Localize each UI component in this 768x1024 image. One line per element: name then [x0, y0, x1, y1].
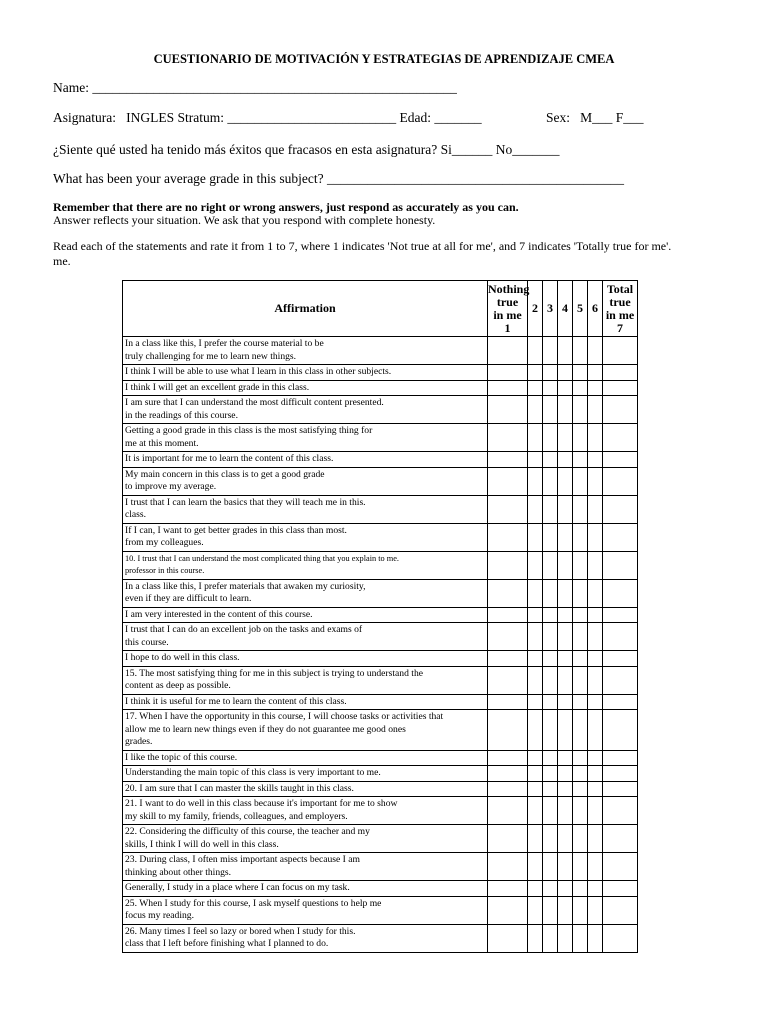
rating-cell-7[interactable]	[603, 797, 638, 825]
rating-cell-2[interactable]	[528, 424, 543, 452]
rating-cell-2[interactable]	[528, 396, 543, 424]
rating-cell-5[interactable]	[573, 924, 588, 952]
col-3-header: 3	[543, 281, 558, 337]
rating-cell-7[interactable]	[603, 710, 638, 751]
rating-cell-1[interactable]	[488, 710, 528, 751]
rating-cell-7[interactable]	[603, 766, 638, 782]
rating-cell-3[interactable]	[543, 651, 558, 667]
table-row	[123, 750, 638, 766]
rating-cell-5[interactable]	[573, 579, 588, 607]
rating-cell-4[interactable]	[558, 380, 573, 396]
rating-cell-4[interactable]	[558, 750, 573, 766]
statement-text: 20. I am sure that I can master the skills taught in this class.	[123, 781, 488, 797]
rating-cell-7[interactable]	[603, 380, 638, 396]
rating-cell-4[interactable]	[558, 523, 573, 551]
statement-text: I am sure that I can understand the most difficult content presented. in the readings of this course.	[123, 396, 488, 424]
rating-cell-2[interactable]	[528, 551, 543, 579]
rating-cell-3[interactable]	[543, 380, 558, 396]
rating-cell-1[interactable]	[488, 495, 528, 523]
rating-cell-4[interactable]	[558, 495, 573, 523]
rating-table	[122, 280, 638, 953]
rating-cell-5[interactable]	[573, 467, 588, 495]
rating-cell-6[interactable]	[588, 380, 603, 396]
table-row	[123, 766, 638, 782]
instructions-rating: Read each of the statements and rate it from 1 to 7, where 1 indicates 'Not true at all for me', and 7 indicates 'Totally true for me'.	[53, 239, 672, 253]
statement-text: 10. I trust that I can understand the most complicated thing that you explain to me. professor in this course.	[123, 551, 488, 579]
rating-cell-5[interactable]	[573, 797, 588, 825]
rating-cell-7[interactable]	[603, 551, 638, 579]
rating-cell-7[interactable]	[603, 896, 638, 924]
rating-cell-6[interactable]	[588, 452, 603, 468]
col-4-header: 4	[558, 281, 573, 337]
rating-cell-2[interactable]	[528, 797, 543, 825]
rating-cell-6[interactable]	[588, 551, 603, 579]
rating-cell-1[interactable]	[488, 797, 528, 825]
rating-cell-2[interactable]	[528, 896, 543, 924]
rating-cell-3[interactable]	[543, 607, 558, 623]
rating-cell-3[interactable]	[543, 523, 558, 551]
table-row	[123, 467, 638, 495]
rating-cell-3[interactable]	[543, 694, 558, 710]
rating-cell-2[interactable]	[528, 766, 543, 782]
table-row	[123, 710, 638, 751]
statement-text: I trust that I can learn the basics that they will teach me in this. class.	[123, 495, 488, 523]
statement-text: I trust that I can do an excellent job on the tasks and exams of this course.	[123, 623, 488, 651]
rating-cell-6[interactable]	[588, 750, 603, 766]
table-row	[123, 881, 638, 897]
rating-cell-6[interactable]	[588, 467, 603, 495]
rating-cell-3[interactable]	[543, 666, 558, 694]
rating-cell-4[interactable]	[558, 396, 573, 424]
rating-cell-1[interactable]	[488, 666, 528, 694]
rating-cell-7[interactable]	[603, 523, 638, 551]
table-row	[123, 495, 638, 523]
rating-cell-3[interactable]	[543, 337, 558, 365]
rating-cell-4[interactable]	[558, 651, 573, 667]
statement-text: Getting a good grade in this class is the most satisfying thing for me at this moment.	[123, 424, 488, 452]
rating-cell-3[interactable]	[543, 467, 558, 495]
rating-cell-1[interactable]	[488, 750, 528, 766]
rating-cell-1[interactable]	[488, 766, 528, 782]
rating-cell-4[interactable]	[558, 666, 573, 694]
table-row	[123, 896, 638, 924]
rating-cell-6[interactable]	[588, 797, 603, 825]
rating-cell-4[interactable]	[558, 337, 573, 365]
rating-cell-4[interactable]	[558, 924, 573, 952]
rating-cell-1[interactable]	[488, 424, 528, 452]
table-row	[123, 666, 638, 694]
statement-text: I think it is useful for me to learn the content of this class.	[123, 694, 488, 710]
rating-cell-3[interactable]	[543, 424, 558, 452]
table-row	[123, 694, 638, 710]
table-row	[123, 924, 638, 952]
table-row	[123, 781, 638, 797]
rating-cell-7[interactable]	[603, 825, 638, 853]
instructions-bold: Remember that there are no right or wrong answers, just respond as accurately as you can.	[53, 200, 519, 214]
rating-cell-6[interactable]	[588, 337, 603, 365]
rating-cell-1[interactable]	[488, 651, 528, 667]
rating-cell-2[interactable]	[528, 467, 543, 495]
average-grade-question[interactable]: What has been your average grade in this subject? ____________________________________________	[53, 171, 625, 186]
statement-text: 26. Many times I feel so lazy or bored when I study for this. class that I left before finishing what I planned to do.	[123, 924, 488, 952]
rating-cell-7[interactable]	[603, 651, 638, 667]
rating-cell-2[interactable]	[528, 523, 543, 551]
rating-cell-6[interactable]	[588, 651, 603, 667]
rating-cell-2[interactable]	[528, 452, 543, 468]
table-row	[123, 651, 638, 667]
rating-cell-5[interactable]	[573, 651, 588, 667]
rating-cell-7[interactable]	[603, 623, 638, 651]
rating-cell-5[interactable]	[573, 750, 588, 766]
rating-cell-2[interactable]	[528, 781, 543, 797]
table-row	[123, 579, 638, 607]
rating-cell-1[interactable]	[488, 579, 528, 607]
rating-cell-5[interactable]	[573, 666, 588, 694]
rating-cell-1[interactable]	[488, 623, 528, 651]
rating-cell-1[interactable]	[488, 896, 528, 924]
rating-cell-1[interactable]	[488, 607, 528, 623]
table-row	[123, 523, 638, 551]
statement-text: I am very interested in the content of this course.	[123, 607, 488, 623]
rating-cell-5[interactable]	[573, 853, 588, 881]
rating-cell-5[interactable]	[573, 495, 588, 523]
table-row	[123, 452, 638, 468]
rating-cell-5[interactable]	[573, 710, 588, 751]
rating-cell-1[interactable]	[488, 452, 528, 468]
rating-cell-3[interactable]	[543, 710, 558, 751]
rating-cell-5[interactable]	[573, 623, 588, 651]
rating-cell-1[interactable]	[488, 467, 528, 495]
rating-cell-6[interactable]	[588, 607, 603, 623]
rating-cell-1[interactable]	[488, 694, 528, 710]
rating-cell-4[interactable]	[558, 825, 573, 853]
rating-cell-5[interactable]	[573, 607, 588, 623]
rating-cell-5[interactable]	[573, 396, 588, 424]
rating-cell-2[interactable]	[528, 881, 543, 897]
rating-cell-3[interactable]	[543, 623, 558, 651]
questionnaire-title: CUESTIONARIO DE MOTIVACIÓN Y ESTRATEGIAS DE APRENDIZAJE CMEA	[153, 52, 615, 66]
rating-cell-3[interactable]	[543, 396, 558, 424]
rating-cell-2[interactable]	[528, 924, 543, 952]
rating-cell-7[interactable]	[603, 495, 638, 523]
rating-cell-5[interactable]	[573, 766, 588, 782]
rating-cell-7[interactable]	[603, 881, 638, 897]
table-row	[123, 551, 638, 579]
statement-text: 25. When I study for this course, I ask myself questions to help me focus my reading.	[123, 896, 488, 924]
rating-cell-7[interactable]	[603, 750, 638, 766]
rating-cell-4[interactable]	[558, 623, 573, 651]
rating-cell-1[interactable]	[488, 365, 528, 381]
table-row	[123, 797, 638, 825]
rating-cell-6[interactable]	[588, 825, 603, 853]
rating-cell-2[interactable]	[528, 579, 543, 607]
rating-cell-1[interactable]	[488, 881, 528, 897]
rating-cell-5[interactable]	[573, 896, 588, 924]
rating-cell-5[interactable]	[573, 781, 588, 797]
rating-cell-4[interactable]	[558, 781, 573, 797]
rating-cell-2[interactable]	[528, 623, 543, 651]
table-row	[123, 424, 638, 452]
rating-cell-4[interactable]	[558, 452, 573, 468]
rating-cell-5[interactable]	[573, 452, 588, 468]
col-2-header: 2	[528, 281, 543, 337]
subject-line[interactable]: Asignatura: INGLES Stratum: _________________________ Edad: _______	[53, 110, 482, 125]
statement-text: 23. During class, I often miss important aspects because I am thinking about other things.	[123, 853, 488, 881]
rating-cell-2[interactable]	[528, 750, 543, 766]
rating-cell-3[interactable]	[543, 495, 558, 523]
name-field[interactable]: Name: ______________________________________________________	[53, 80, 457, 95]
rating-cell-2[interactable]	[528, 666, 543, 694]
rating-cell-5[interactable]	[573, 380, 588, 396]
rating-cell-6[interactable]	[588, 424, 603, 452]
rating-cell-2[interactable]	[528, 380, 543, 396]
table-row	[123, 825, 638, 853]
rating-cell-2[interactable]	[528, 651, 543, 667]
rating-cell-6[interactable]	[588, 623, 603, 651]
statement-text: In a class like this, I prefer materials that awaken my curiosity, even if they are difficult to learn.	[123, 579, 488, 607]
rating-cell-6[interactable]	[588, 495, 603, 523]
rating-cell-5[interactable]	[573, 365, 588, 381]
rating-cell-3[interactable]	[543, 579, 558, 607]
sex-field[interactable]: Sex: M___ F___	[546, 110, 644, 125]
rating-cell-6[interactable]	[588, 694, 603, 710]
rating-cell-1[interactable]	[488, 523, 528, 551]
rating-cell-1[interactable]	[488, 551, 528, 579]
table-row	[123, 396, 638, 424]
instructions-honesty: Answer reflects your situation. We ask that you respond with complete honesty.	[53, 213, 436, 227]
rating-cell-7[interactable]	[603, 853, 638, 881]
rating-cell-3[interactable]	[543, 750, 558, 766]
statement-text: I hope to do well in this class.	[123, 651, 488, 667]
statement-text: Generally, I study in a place where I can focus on my task.	[123, 881, 488, 897]
rating-cell-5[interactable]	[573, 337, 588, 365]
rating-cell-3[interactable]	[543, 797, 558, 825]
col-7-header: Total true in me 7	[603, 281, 638, 337]
rating-cell-3[interactable]	[543, 781, 558, 797]
rating-cell-2[interactable]	[528, 825, 543, 853]
rating-cell-7[interactable]	[603, 452, 638, 468]
rating-cell-4[interactable]	[558, 424, 573, 452]
rating-cell-1[interactable]	[488, 337, 528, 365]
rating-cell-4[interactable]	[558, 551, 573, 579]
rating-cell-4[interactable]	[558, 579, 573, 607]
rating-cell-7[interactable]	[603, 365, 638, 381]
statement-text: It is important for me to learn the content of this class.	[123, 452, 488, 468]
rating-cell-7[interactable]	[603, 337, 638, 365]
rating-cell-3[interactable]	[543, 766, 558, 782]
rating-cell-6[interactable]	[588, 896, 603, 924]
rating-cell-7[interactable]	[603, 467, 638, 495]
table-row	[123, 365, 638, 381]
rating-cell-2[interactable]	[528, 337, 543, 365]
rating-cell-2[interactable]	[528, 853, 543, 881]
rating-cell-3[interactable]	[543, 551, 558, 579]
rating-cell-6[interactable]	[588, 365, 603, 381]
rating-cell-5[interactable]	[573, 825, 588, 853]
rating-cell-5[interactable]	[573, 881, 588, 897]
rating-cell-5[interactable]	[573, 551, 588, 579]
statement-text: 21. I want to do well in this class because it's important for me to show my skill to my family, friends, colleagues, and employers.	[123, 797, 488, 825]
statement-text: My main concern in this class is to get a good grade to improve my average.	[123, 467, 488, 495]
rating-cell-3[interactable]	[543, 365, 558, 381]
rating-cell-1[interactable]	[488, 853, 528, 881]
rating-cell-6[interactable]	[588, 766, 603, 782]
rating-cell-4[interactable]	[558, 881, 573, 897]
rating-cell-2[interactable]	[528, 710, 543, 751]
rating-cell-1[interactable]	[488, 380, 528, 396]
col-5-header: 5	[573, 281, 588, 337]
rating-cell-5[interactable]	[573, 523, 588, 551]
rating-cell-1[interactable]	[488, 924, 528, 952]
table-row	[123, 337, 638, 365]
col-1-header: Nothing true in me 1	[488, 281, 530, 335]
statement-text: I think I will be able to use what I learn in this class in other subjects.	[123, 365, 488, 381]
rating-cell-4[interactable]	[558, 607, 573, 623]
rating-cell-7[interactable]	[603, 396, 638, 424]
table-row	[123, 607, 638, 623]
rating-cell-3[interactable]	[543, 452, 558, 468]
statement-text: 17. When I have the opportunity in this course, I will choose tasks or activities that allow me to learn new things even if they do not guarantee me good ones grades.	[123, 710, 488, 751]
rating-cell-6[interactable]	[588, 396, 603, 424]
rating-cell-4[interactable]	[558, 694, 573, 710]
rating-cell-7[interactable]	[603, 694, 638, 710]
rating-cell-3[interactable]	[543, 881, 558, 897]
rating-cell-3[interactable]	[543, 853, 558, 881]
instructions-me: me.	[53, 254, 71, 268]
col-6-header: 6	[588, 281, 603, 337]
table-row	[123, 853, 638, 881]
rating-cell-4[interactable]	[558, 896, 573, 924]
rating-cell-2[interactable]	[528, 694, 543, 710]
rating-cell-6[interactable]	[588, 710, 603, 751]
rating-cell-4[interactable]	[558, 797, 573, 825]
statement-text: Understanding the main topic of this class is very important to me.	[123, 766, 488, 782]
statement-text: If I can, I want to get better grades in this class than most. from my colleagues.	[123, 523, 488, 551]
rating-cell-1[interactable]	[488, 825, 528, 853]
rating-cell-4[interactable]	[558, 365, 573, 381]
statement-text: 22. Considering the difficulty of this course, the teacher and my skills, I think I will do well in this class.	[123, 825, 488, 853]
rating-cell-7[interactable]	[603, 666, 638, 694]
rating-cell-7[interactable]	[603, 579, 638, 607]
rating-cell-5[interactable]	[573, 694, 588, 710]
statement-text: 15. The most satisfying thing for me in this subject is trying to understand the content as deep as possible.	[123, 666, 488, 694]
rating-cell-6[interactable]	[588, 579, 603, 607]
statement-text: I think I will get an excellent grade in this class.	[123, 380, 488, 396]
rating-cell-2[interactable]	[528, 607, 543, 623]
rating-cell-3[interactable]	[543, 896, 558, 924]
rating-cell-4[interactable]	[558, 766, 573, 782]
rating-cell-6[interactable]	[588, 666, 603, 694]
rating-cell-6[interactable]	[588, 881, 603, 897]
success-question[interactable]: ¿Siente qué usted ha tenido más éxitos que fracasos en esta asignatura? Si______ No_______	[53, 142, 560, 157]
rating-cell-7[interactable]	[603, 607, 638, 623]
table-header	[123, 281, 638, 337]
rating-cell-7[interactable]	[603, 781, 638, 797]
affirmation-header: Affirmation	[123, 281, 488, 337]
rating-cell-2[interactable]	[528, 365, 543, 381]
rating-cell-1[interactable]	[488, 781, 528, 797]
table-row	[123, 380, 638, 396]
statement-text: In a class like this, I prefer the course material to be truly challenging for me to learn new things.	[123, 337, 488, 365]
rating-cell-3[interactable]	[543, 924, 558, 952]
rating-cell-5[interactable]	[573, 424, 588, 452]
rating-cell-7[interactable]	[603, 924, 638, 952]
rating-cell-6[interactable]	[588, 781, 603, 797]
statement-text: I like the topic of this course.	[123, 750, 488, 766]
rating-cell-3[interactable]	[543, 825, 558, 853]
rating-cell-4[interactable]	[558, 467, 573, 495]
rating-cell-4[interactable]	[558, 853, 573, 881]
rating-cell-6[interactable]	[588, 924, 603, 952]
rating-cell-2[interactable]	[528, 495, 543, 523]
rating-cell-7[interactable]	[603, 424, 638, 452]
rating-cell-6[interactable]	[588, 523, 603, 551]
rating-cell-6[interactable]	[588, 853, 603, 881]
table-row	[123, 623, 638, 651]
rating-cell-4[interactable]	[558, 710, 573, 751]
rating-cell-1[interactable]	[488, 396, 528, 424]
